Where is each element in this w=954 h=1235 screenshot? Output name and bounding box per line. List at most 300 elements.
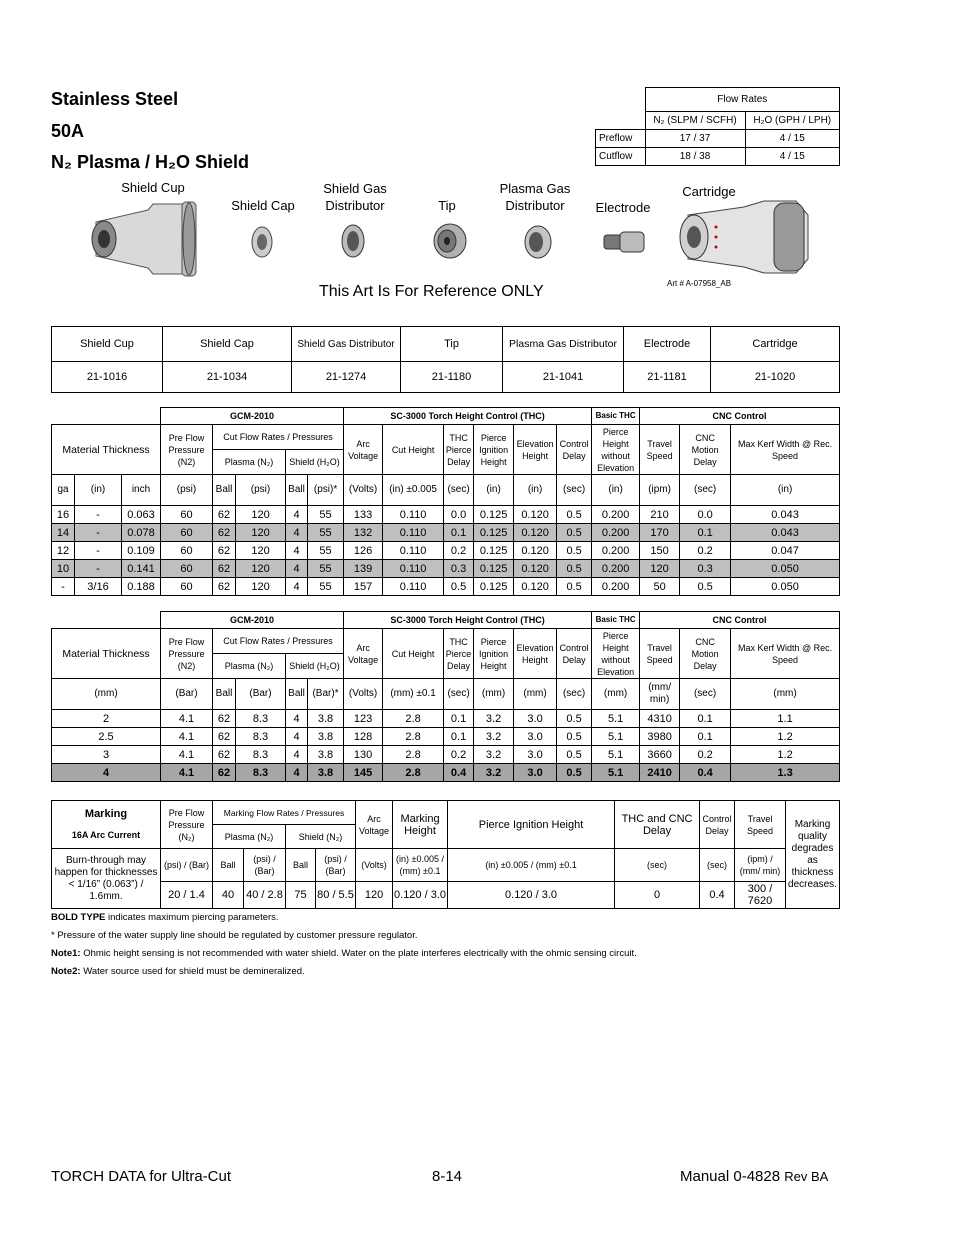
pn-header: Shield Cap: [163, 327, 292, 362]
table-cell: 0.141: [122, 560, 161, 578]
table-cell: 0.2: [444, 542, 474, 560]
unit-cell: (mm): [592, 679, 640, 710]
hdr-thc-cnc-delay: THC and CNC Delay: [615, 801, 700, 849]
table-cell: 4: [286, 710, 308, 728]
table-cell: 3: [52, 746, 161, 764]
table-cell: 120: [236, 506, 286, 524]
pn-header: Electrode: [624, 327, 711, 362]
table-cell: 120: [236, 542, 286, 560]
group-gcm: GCM-2010: [161, 408, 344, 425]
unit-cell: Ball: [286, 475, 308, 506]
table-cell: 8.3: [236, 764, 286, 782]
table-cell: 2.5: [52, 728, 161, 746]
table-cell: 5.1: [592, 746, 640, 764]
hdr-pre-flow: Pre Flow Pressure (N2): [161, 629, 213, 679]
table-cell: 0.4: [444, 764, 474, 782]
pn-value: 21-1016: [52, 362, 163, 393]
table-cell: 0.5: [557, 710, 592, 728]
table-cell: 0.200: [592, 578, 640, 596]
table-cell: 0.110: [383, 578, 444, 596]
unit-cell: (in): [731, 475, 840, 506]
table-cell: 55: [308, 524, 344, 542]
table-cell: 3.0: [514, 728, 557, 746]
shield-cap-image: [250, 225, 274, 259]
marking-title-cell: Marking 16A Arc Current: [52, 801, 161, 849]
pn-header: Shield Gas Distributor: [292, 327, 401, 362]
unit-cell: (in): [474, 475, 514, 506]
table-cell: 55: [308, 506, 344, 524]
hdr-shield: Shield (H₂O): [286, 450, 344, 475]
unit-cell: (psi) / (Bar): [244, 849, 286, 882]
unit-cell: (Volts): [344, 475, 383, 506]
flow-col-h2o: H₂O (GPH / LPH): [745, 112, 840, 130]
unit-cell: (psi) / (Bar): [316, 849, 356, 882]
table-cell: 300 / 7620: [735, 882, 786, 909]
hdr-control-delay: Control Delay: [700, 801, 735, 849]
table-cell: 0.188: [122, 578, 161, 596]
table-cell: 0: [615, 882, 700, 909]
unit-cell: (Bar): [161, 679, 213, 710]
group-cnc: CNC Control: [640, 408, 840, 425]
table-cell: 2.8: [383, 746, 444, 764]
unit-cell: (sec): [557, 475, 592, 506]
table-cell: 0.120 / 3.0: [448, 882, 615, 909]
unit-cell: (sec): [444, 475, 474, 506]
unit-cell: (mm): [514, 679, 557, 710]
hdr-travel-speed: Travel Speed: [640, 629, 680, 679]
unit-cell: (sec): [444, 679, 474, 710]
unit-cell: Ball: [286, 679, 308, 710]
table-cell: 75: [286, 882, 316, 909]
hdr-max-kerf: Max Kerf Width @ Rec. Speed: [731, 629, 840, 679]
table-cell: 62: [213, 728, 236, 746]
table-cell: 0.3: [680, 560, 731, 578]
table-cell: 0.1: [680, 524, 731, 542]
unit-cell: Ball: [213, 849, 244, 882]
table-cell: -: [75, 542, 122, 560]
part-numbers-table: [51, 326, 840, 393]
group-gcm: GCM-2010: [161, 612, 344, 629]
flow-rates-table: [595, 87, 840, 166]
table-cell: 0.050: [731, 560, 840, 578]
table-cell: 62: [213, 746, 236, 764]
table-cell: 3.2: [474, 764, 514, 782]
table-cell: 0.110: [383, 506, 444, 524]
table-cell: 139: [344, 560, 383, 578]
art-number: Art # A-07958_AB: [667, 279, 732, 288]
label-shield-gas-dist: Shield Gas Distributor: [323, 181, 387, 213]
pn-header: Plasma Gas Distributor: [503, 327, 624, 362]
note-2: Note2: Water source used for shield must be demineralized.: [51, 966, 305, 977]
table-cell: 40 / 2.8: [244, 882, 286, 909]
label-tip: Tip: [438, 198, 456, 213]
table-cell: 4: [286, 578, 308, 596]
unit-cell: (psi) / (Bar): [161, 849, 213, 882]
table-cell: 62: [213, 542, 236, 560]
table-cell: 0.5: [557, 728, 592, 746]
unit-cell: (in): [75, 475, 122, 506]
flow-rates-title: Flow Rates: [645, 88, 840, 112]
hdr-cut-flow: Cut Flow Rates / Pressures: [213, 425, 344, 450]
flow-cell: 4 / 15: [745, 148, 840, 166]
unit-cell: Ball: [213, 679, 236, 710]
pn-value: 21-1041: [503, 362, 624, 393]
hdr-max-kerf: Max Kerf Width @ Rec. Speed: [731, 425, 840, 475]
table-cell: 0.110: [383, 542, 444, 560]
table-cell: 0.5: [557, 560, 592, 578]
tip-image: [430, 222, 472, 260]
table-cell: 3980: [640, 728, 680, 746]
label-plasma-gas-dist: Plasma Gas Distributor: [499, 181, 571, 213]
table-cell: 4.1: [161, 710, 213, 728]
pn-value: 21-1180: [401, 362, 503, 393]
table-cell: 3.0: [514, 710, 557, 728]
pn-value: 21-1274: [292, 362, 401, 393]
footer-page-number: 8-14: [432, 1168, 463, 1185]
table-cell: 3.8: [308, 728, 344, 746]
table-cell: 5.1: [592, 764, 640, 782]
table-cell: 0.125: [474, 578, 514, 596]
table-cell: 4: [286, 746, 308, 764]
table-cell: 4: [286, 524, 308, 542]
table-cell: 8.3: [236, 710, 286, 728]
marking-table: [51, 800, 840, 909]
unit-cell: Ball: [213, 475, 236, 506]
flow-row-label: Cutflow: [596, 148, 646, 166]
label-shield-cap: Shield Cap: [231, 198, 295, 213]
table-cell: 4: [52, 764, 161, 782]
table-cell: 0.200: [592, 524, 640, 542]
table-cell: 4: [286, 764, 308, 782]
unit-cell: (Volts): [356, 849, 393, 882]
table-cell: 1.2: [731, 728, 840, 746]
table-cell: 5.1: [592, 710, 640, 728]
unit-cell: (mm): [52, 679, 161, 710]
table-cell: 55: [308, 542, 344, 560]
table-cell: 1.3: [731, 764, 840, 782]
table-cell: 0.5: [557, 764, 592, 782]
pn-value: 21-1034: [163, 362, 292, 393]
table-cell: 145: [344, 764, 383, 782]
unit-cell: (Volts): [344, 679, 383, 710]
hdr-arc-voltage: Arc Voltage: [344, 629, 383, 679]
hdr-arc-voltage: Arc Voltage: [344, 425, 383, 475]
group-sc3000: SC-3000 Torch Height Control (THC): [344, 612, 592, 629]
table-cell: 0.120: [514, 542, 557, 560]
group-sc3000: SC-3000 Torch Height Control (THC): [344, 408, 592, 425]
unit-cell: (in) ±0.005: [383, 475, 444, 506]
table-cell: 4: [286, 542, 308, 560]
table-cell: 60: [161, 524, 213, 542]
table-row: [52, 764, 840, 782]
pn-header: Shield Cup: [52, 327, 163, 362]
table-cell: 0.125: [474, 506, 514, 524]
table-cell: 3.8: [308, 710, 344, 728]
table-cell: 60: [161, 560, 213, 578]
table-row: [52, 524, 840, 542]
unit-cell: (ipm) / (mm/ min): [735, 849, 786, 882]
marking-quality-note: Marking quality degrades as thickness decreases.: [786, 801, 840, 909]
table-cell: 120: [236, 578, 286, 596]
metric-data-table: [51, 611, 840, 782]
table-cell: 3.2: [474, 728, 514, 746]
table-cell: 0.063: [122, 506, 161, 524]
unit-cell: (psi)*: [308, 475, 344, 506]
plasma-gas-distributor-image: [522, 224, 554, 260]
table-cell: 0.5: [444, 578, 474, 596]
table-cell: 62: [213, 560, 236, 578]
hdr-thc-pierce: THC Pierce Delay: [444, 425, 474, 475]
label-cartridge: Cartridge: [682, 184, 736, 199]
table-cell: 0.1: [444, 710, 474, 728]
unit-cell: (sec): [680, 679, 731, 710]
table-cell: 0.120: [514, 524, 557, 542]
imperial-data-table: [51, 407, 840, 596]
unit-cell: (sec): [700, 849, 735, 882]
table-cell: 0.0: [444, 506, 474, 524]
hdr-material-thickness: Material Thickness: [52, 425, 161, 475]
table-cell: 4: [286, 506, 308, 524]
unit-cell: (in): [514, 475, 557, 506]
table-cell: 4: [286, 560, 308, 578]
table-cell: 0.120: [514, 560, 557, 578]
flow-cell: 18 / 38: [645, 148, 745, 166]
table-cell: 170: [640, 524, 680, 542]
table-cell: 62: [213, 578, 236, 596]
table-cell: 0.5: [557, 524, 592, 542]
table-row: [52, 728, 840, 746]
group-cnc: CNC Control: [640, 612, 840, 629]
table-cell: 0.125: [474, 542, 514, 560]
table-row: [52, 506, 840, 524]
table-cell: 62: [213, 710, 236, 728]
table-cell: 0.047: [731, 542, 840, 560]
flow-col-n2: N₂ (SLPM / SCFH): [645, 112, 745, 130]
table-cell: 2.8: [383, 728, 444, 746]
table-cell: 128: [344, 728, 383, 746]
unit-cell: (psi): [161, 475, 213, 506]
table-cell: 0.078: [122, 524, 161, 542]
table-cell: 0.3: [444, 560, 474, 578]
table-cell: 4: [286, 728, 308, 746]
table-cell: 0.0: [680, 506, 731, 524]
unit-cell: (mm): [474, 679, 514, 710]
table-cell: 0.1: [680, 728, 731, 746]
page-title-amperage: 50A: [51, 121, 85, 141]
hdr-cut-height: Cut Height: [383, 425, 444, 475]
hdr-pre-flow: Pre Flow Pressure (N₂): [161, 801, 213, 849]
table-cell: -: [75, 506, 122, 524]
table-cell: 0.200: [592, 506, 640, 524]
hdr-material-thickness: Material Thickness: [52, 629, 161, 679]
unit-cell: (psi): [236, 475, 286, 506]
table-cell: 0.110: [383, 524, 444, 542]
table-cell: 0.1: [444, 524, 474, 542]
table-cell: 0.200: [592, 542, 640, 560]
group-basic-thc: Basic THC: [592, 408, 640, 425]
table-cell: 0.043: [731, 506, 840, 524]
unit-cell: (sec): [680, 475, 731, 506]
table-cell: 12: [52, 542, 75, 560]
table-cell: 4310: [640, 710, 680, 728]
table-cell: 0.120 / 3.0: [393, 882, 448, 909]
pn-header: Cartridge: [711, 327, 840, 362]
table-cell: 62: [213, 524, 236, 542]
table-cell: 0.2: [444, 746, 474, 764]
table-cell: 2.8: [383, 764, 444, 782]
footer-left: TORCH DATA for Ultra-Cut: [51, 1168, 232, 1185]
table-cell: 20 / 1.4: [161, 882, 213, 909]
table-cell: 4.1: [161, 746, 213, 764]
hdr-travel-speed: Travel Speed: [735, 801, 786, 849]
table-cell: 5.1: [592, 728, 640, 746]
table-cell: 3.0: [514, 764, 557, 782]
marking-burn-note: Burn-through may happen for thicknesses < 1/16” (0.063”) / 1.6mm.: [52, 849, 161, 909]
hdr-shield: Shield (H₂O): [286, 654, 344, 679]
table-cell: 0.200: [592, 560, 640, 578]
table-cell: 0.125: [474, 560, 514, 578]
hdr-pierce-ignition: Pierce Ignition Height: [474, 629, 514, 679]
hdr-travel-speed: Travel Speed: [640, 425, 680, 475]
flow-cell: 4 / 15: [745, 130, 840, 148]
table-cell: 210: [640, 506, 680, 524]
table-cell: 150: [640, 542, 680, 560]
unit-cell: (in) ±0.005 / (mm) ±0.1: [393, 849, 448, 882]
table-cell: 0.5: [557, 746, 592, 764]
label-electrode: Electrode: [595, 200, 651, 215]
flow-cell: 17 / 37: [645, 130, 745, 148]
table-cell: 3.0: [514, 746, 557, 764]
table-row: [52, 560, 840, 578]
table-cell: 0.110: [383, 560, 444, 578]
hdr-thc-pierce: THC Pierce Delay: [444, 629, 474, 679]
unit-cell: (ipm): [640, 475, 680, 506]
table-cell: 8.3: [236, 746, 286, 764]
hdr-arc-voltage: Arc Voltage: [356, 801, 393, 849]
table-cell: 133: [344, 506, 383, 524]
hdr-plasma: Plasma (N₂): [213, 825, 286, 849]
group-basic-thc: Basic THC: [592, 612, 640, 629]
table-cell: 8.3: [236, 728, 286, 746]
table-cell: 120: [356, 882, 393, 909]
reference-note: This Art Is For Reference ONLY: [319, 283, 544, 300]
table-cell: 0.4: [680, 764, 731, 782]
table-cell: 60: [161, 506, 213, 524]
table-cell: 2410: [640, 764, 680, 782]
table-cell: 3.2: [474, 710, 514, 728]
shield-cup-image: [88, 198, 208, 280]
table-cell: 0.125: [474, 524, 514, 542]
table-cell: -: [75, 524, 122, 542]
hdr-elevation: Elevation Height: [514, 629, 557, 679]
table-cell: -: [75, 560, 122, 578]
table-cell: 0.050: [731, 578, 840, 596]
table-cell: 0.1: [680, 710, 731, 728]
table-cell: 3.2: [474, 746, 514, 764]
table-cell: 3.8: [308, 764, 344, 782]
table-cell: 40: [213, 882, 244, 909]
hdr-pierce-ignition: Pierce Ignition Height: [474, 425, 514, 475]
table-cell: 157: [344, 578, 383, 596]
page-title-gas: N₂ Plasma / H₂O Shield: [51, 152, 250, 172]
table-cell: 50: [640, 578, 680, 596]
table-cell: 120: [236, 524, 286, 542]
table-cell: 0.120: [514, 506, 557, 524]
table-cell: 0.120: [514, 578, 557, 596]
table-cell: 60: [161, 578, 213, 596]
table-row: [52, 578, 840, 596]
hdr-elevation: Elevation Height: [514, 425, 557, 475]
flow-row-label: Preflow: [596, 130, 646, 148]
table-cell: 1.2: [731, 746, 840, 764]
table-cell: 2.8: [383, 710, 444, 728]
unit-cell: (Bar): [236, 679, 286, 710]
hdr-shield: Shield (N₂): [286, 825, 356, 849]
table-cell: 132: [344, 524, 383, 542]
unit-cell: (mm) ±0.1: [383, 679, 444, 710]
table-cell: 0.5: [557, 578, 592, 596]
hdr-pierce-no-elev: Pierce Height without Elevation: [592, 629, 640, 679]
unit-cell: (mm): [731, 679, 840, 710]
pn-value: 21-1181: [624, 362, 711, 393]
table-cell: 62: [213, 764, 236, 782]
table-cell: 3.8: [308, 746, 344, 764]
table-cell: 0.5: [557, 506, 592, 524]
table-cell: 3660: [640, 746, 680, 764]
hdr-pre-flow: Pre Flow Pressure (N2): [161, 425, 213, 475]
unit-cell: ga: [52, 475, 75, 506]
table-cell: 0.2: [680, 542, 731, 560]
unit-cell: (in): [592, 475, 640, 506]
hdr-plasma: Plasma (N₂): [213, 654, 286, 679]
unit-cell: (sec): [557, 679, 592, 710]
page-title-material: Stainless Steel: [51, 89, 179, 109]
unit-cell: (mm/ min): [640, 679, 680, 710]
table-cell: 120: [236, 560, 286, 578]
table-cell: 0.5: [680, 578, 731, 596]
hdr-cut-height: Cut Height: [383, 629, 444, 679]
unit-cell: inch: [122, 475, 161, 506]
table-cell: 4.1: [161, 728, 213, 746]
unit-cell: (Bar)*: [308, 679, 344, 710]
hdr-pierce-no-elev: Pierce Height without Elevation: [592, 425, 640, 475]
hdr-marking-height: Marking Height: [393, 801, 448, 849]
note-1: Note1: Ohmic height sensing is not recommended with water shield. Water on the plate interferes electrically with the ohmic sensing circuit.: [51, 948, 637, 959]
table-cell: -: [52, 578, 75, 596]
hdr-plasma: Plasma (N₂): [213, 450, 286, 475]
cartridge-image: [674, 197, 820, 277]
table-cell: 0.5: [557, 542, 592, 560]
table-cell: 123: [344, 710, 383, 728]
table-cell: 55: [308, 560, 344, 578]
hdr-control-delay: Control Delay: [557, 629, 592, 679]
note-bold-type: BOLD TYPE indicates maximum piercing parameters.: [51, 912, 279, 923]
table-cell: 0.043: [731, 524, 840, 542]
table-cell: 80 / 5.5: [316, 882, 356, 909]
unit-cell: (sec): [615, 849, 700, 882]
shield-gas-distributor-image: [340, 223, 366, 259]
table-cell: 130: [344, 746, 383, 764]
table-row: [52, 746, 840, 764]
table-cell: 4.1: [161, 764, 213, 782]
table-cell: 1.1: [731, 710, 840, 728]
table-cell: 62: [213, 506, 236, 524]
hdr-cnc-motion: CNC Motion Delay: [680, 425, 731, 475]
hdr-cut-flow: Cut Flow Rates / Pressures: [213, 629, 344, 654]
unit-cell: (in) ±0.005 / (mm) ±0.1: [448, 849, 615, 882]
table-cell: 55: [308, 578, 344, 596]
table-row: [52, 542, 840, 560]
